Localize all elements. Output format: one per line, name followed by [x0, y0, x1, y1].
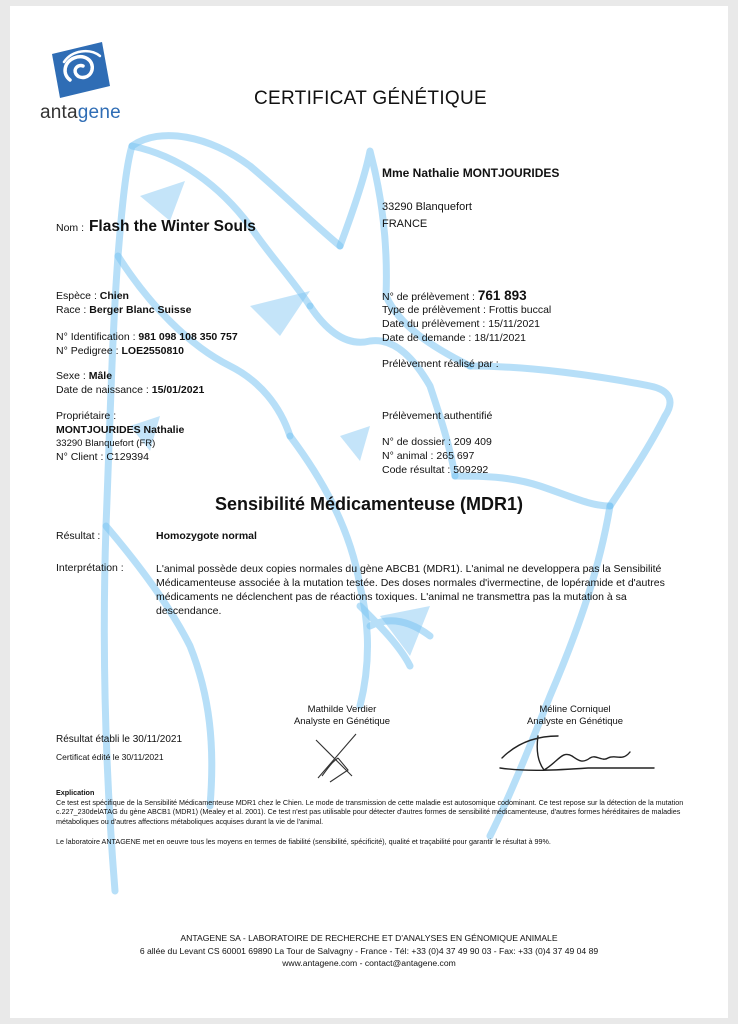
birthdate-label: Date de naissance : [56, 384, 149, 396]
explanation-paragraph-1: Ce test est spécifique de la Sensibilité Médicamenteuse MDR1 chez le Chien. Le mode de transmission de cette maladie est autosomique codominant. Ce test repose sur la détection de la mutation c.227_230delATAG du gène ABCB1 (MDR1) (Mealey et al. 2001). Ce test n'est pas utilisable pour détecter d'autres formes de sensibilité médicamenteuse, d'autres formes héréditaires de maladies métaboliques ou d'autres affections métaboliques acquises durant la vie de l'animal. [56, 797, 684, 826]
explanation-heading: Explication [56, 788, 95, 797]
owner-city: 33290 Blanquefort (FR) [56, 438, 156, 449]
footer-line3: www.antagene.com - contact@antagene.com [282, 958, 456, 968]
owner-name: Mme Nathalie MONTJOURIDES [382, 166, 560, 180]
dossier-label: N° de dossier : [382, 436, 451, 448]
owner-fullname: MONTJOURIDES Nathalie [56, 424, 185, 436]
signature-left-role: Analyste en Génétique [293, 716, 391, 727]
sex-value: Mâle [88, 370, 113, 382]
breed-label: Race : [56, 304, 87, 316]
sample-number-label: N° de prélèvement : [382, 291, 475, 303]
interpretation-text: L'animal possède deux copies normales du gène ABCB1 (MDR1). L'animal ne developpera pas la Sensibilité Médicamenteuse associée à la mutation testée. Des doses normales d'ivermectine, de lopéramide et d'autres médicaments ne déclenchent pas de réactions toxiques. L'animal ne transmettra pas la mutation à sa descendance. [156, 563, 665, 617]
client-value: C129394 [106, 451, 149, 463]
sample-date-value: 15/11/2021 [488, 318, 541, 330]
client-row [56, 451, 149, 463]
sample-date-row [382, 318, 540, 330]
dossier-row [382, 436, 492, 448]
animal-name-row [56, 218, 256, 236]
sample-authenticated: Prélèvement authentifié [382, 410, 493, 422]
birthdate-row [56, 384, 204, 396]
footer [10, 932, 728, 970]
sample-date-label: Date du prélèvement : [382, 318, 486, 330]
sample-number-value: 761 893 [477, 288, 527, 303]
identification-value: 981 098 108 350 757 [138, 331, 238, 343]
result-code-row [382, 464, 488, 476]
species-label: Espèce : [56, 290, 97, 302]
result-code-value: 509292 [453, 464, 489, 476]
birthdate-value: 15/01/2021 [151, 384, 205, 396]
result-value: Homozygote normal [156, 530, 257, 542]
dossier-value: 209 409 [453, 436, 492, 448]
result-code-label: Code résultat : [382, 464, 451, 476]
species-row [56, 290, 129, 302]
sample-type-label: Type de prélèvement : [382, 304, 486, 316]
antagene-logo [40, 40, 130, 136]
owner-label: Propriétaire : [56, 410, 117, 422]
test-title: Sensibilité Médicamenteuse (MDR1) [214, 494, 524, 514]
certificate-page [10, 6, 728, 1018]
signature-right-mark [498, 728, 658, 780]
antagene-swirl-icon [50, 40, 112, 100]
sample-type-value: Frottis buccal [488, 304, 552, 316]
result-label: Résultat : [56, 530, 101, 542]
certificate-edited-date: Certificat édité le 30/11/2021 [56, 752, 164, 762]
sample-type-row [382, 304, 551, 316]
pedigree-row [56, 345, 184, 357]
sex-row [56, 370, 112, 382]
identification-row [56, 331, 238, 343]
animal-name-value: Flash the Winter Souls [88, 218, 256, 235]
breed-row [56, 304, 191, 316]
signature-right-role: Analyste en Génétique [526, 716, 624, 727]
animal-number-value: 265 697 [436, 450, 475, 462]
animal-number-label: N° animal : [382, 450, 434, 462]
interpretation-label: Interprétation : [56, 562, 124, 574]
signature-left-block [272, 704, 412, 728]
footer-line2: 6 allée du Levant CS 60001 69890 La Tour de Salvagny - France - Tél: +33 (0)4 37 49 90 03 - Fax: +33 (0)4 37 49 04 89 [139, 945, 599, 956]
identification-label: N° Identification : [56, 331, 136, 343]
request-date-value: 18/11/2021 [474, 332, 527, 344]
signature-right-block [500, 704, 650, 728]
explanation-paragraph-2: Le laboratoire ANTAGENE met en oeuvre tous les moyens en termes de fiabilité (sensibilité, spécificité), qualité et traçabilité pour garantir le résultat à 99%. [56, 837, 551, 847]
result-established-date: Résultat établi le 30/11/2021 [56, 734, 183, 745]
pedigree-value: LOE2550810 [121, 345, 184, 357]
sample-number-row [382, 288, 527, 303]
logo-wordmark: antagene [40, 102, 121, 123]
footer-line1: ANTAGENE SA - LABORATOIRE DE RECHERCHE ET D'ANALYSES EN GÉNOMIQUE ANIMALE [180, 933, 558, 943]
signature-left-name: Mathilde Verdier [307, 704, 377, 715]
request-date-row [382, 332, 526, 344]
signature-right-name: Méline Corniquel [539, 704, 611, 715]
document-title: CERTIFICAT GÉNÉTIQUE [254, 88, 487, 109]
breed-value: Berger Blanc Suisse [89, 304, 192, 316]
explanation-section [56, 788, 686, 847]
signature-left-mark [308, 728, 368, 786]
species-value: Chien [99, 290, 129, 302]
sampled-by-label: Prélèvement réalisé par : [382, 358, 499, 370]
client-label: N° Client : [56, 451, 104, 463]
animal-number-row [382, 450, 474, 462]
owner-address-line1: 33290 Blanquefort [382, 201, 472, 213]
pedigree-label: N° Pedigree : [56, 345, 119, 357]
owner-address-line2: FRANCE [382, 218, 428, 230]
request-date-label: Date de demande : [382, 332, 472, 344]
animal-name-label: Nom : [56, 222, 85, 234]
sex-label: Sexe : [56, 370, 86, 382]
